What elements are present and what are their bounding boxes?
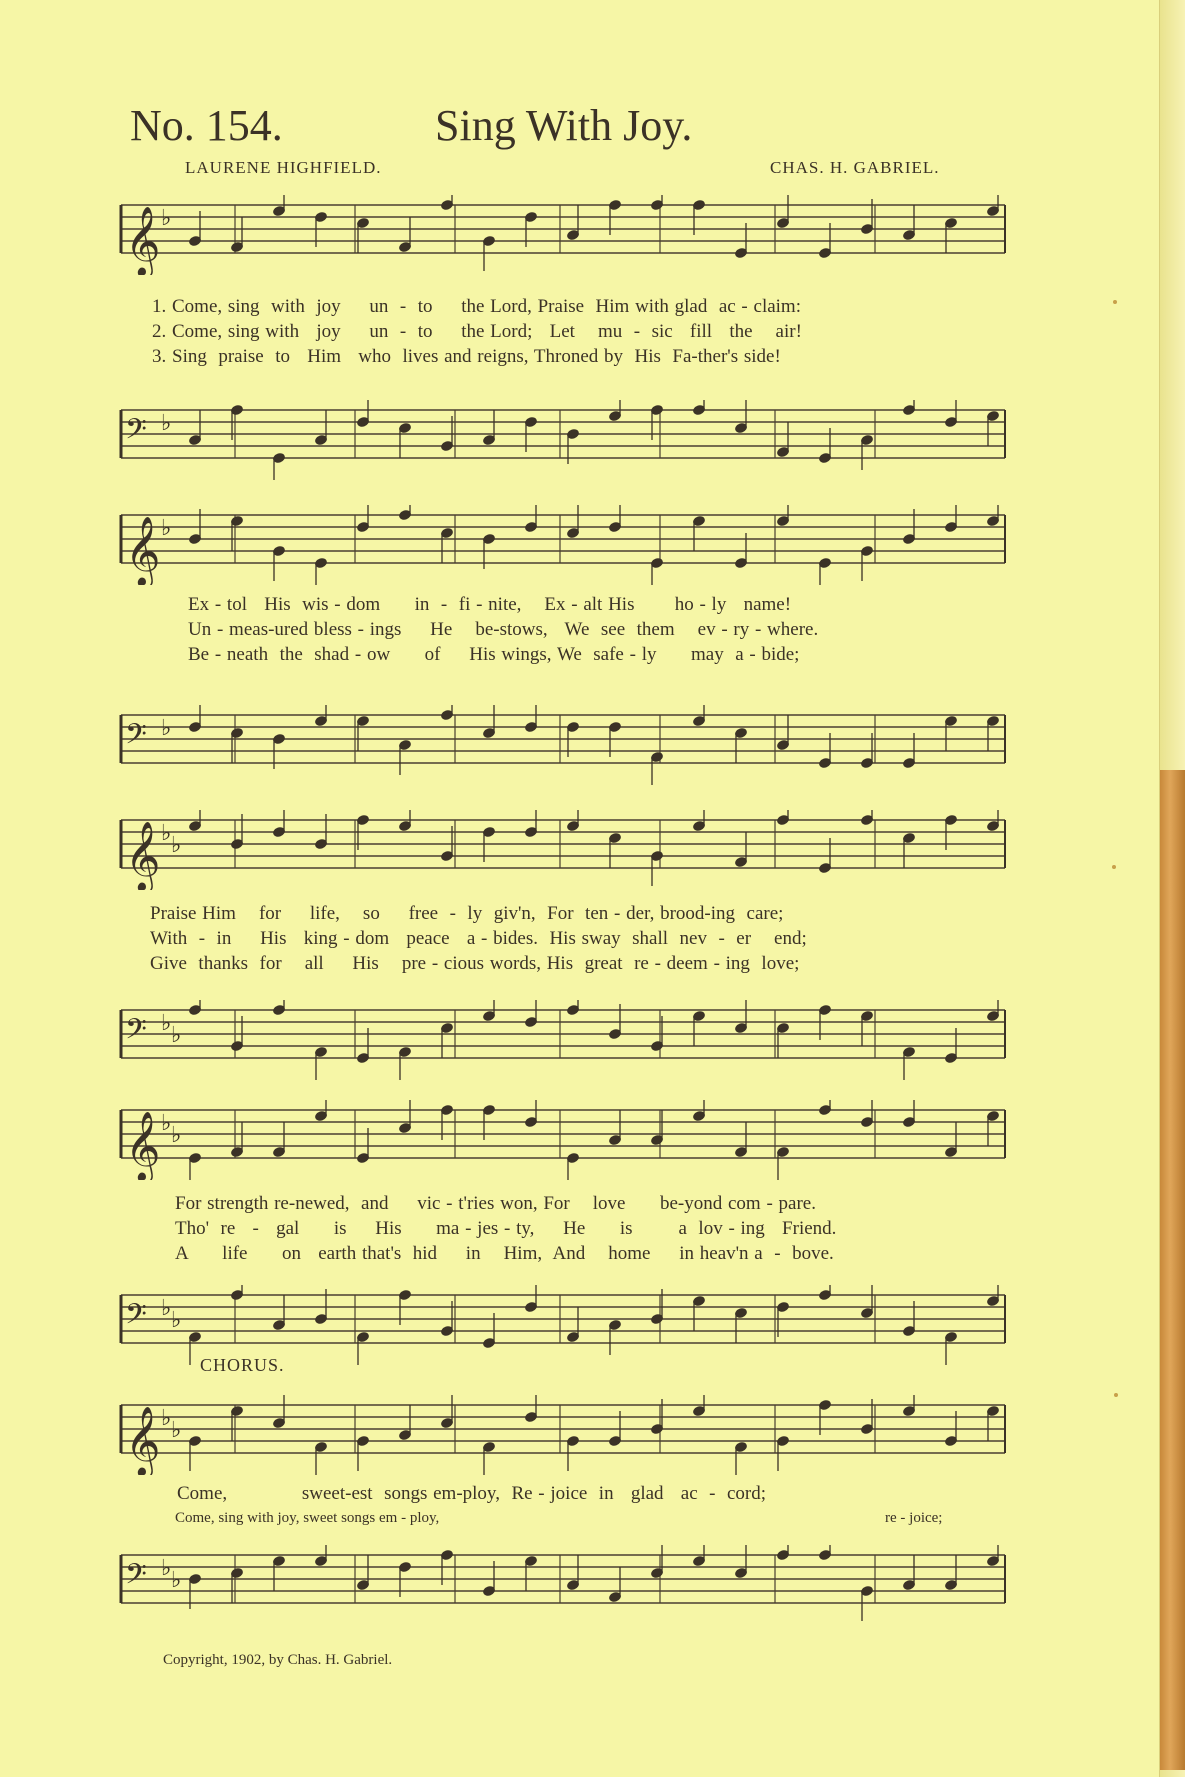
bass-staff-3 — [115, 1000, 1015, 1060]
verse-3-line-4: A life on earth that's hid in Him, And home in heav'n a - bove. — [175, 1243, 834, 1264]
treble-staff-lines — [115, 1395, 1015, 1475]
paper-speck — [1113, 300, 1117, 304]
bass-clef-icon: 𝄢 — [125, 718, 147, 758]
treble-clef-icon: 𝄞 — [125, 206, 161, 275]
verse-3-line-3: Give thanks for all His pre - cious words, His great re - deem - ing love; — [150, 953, 800, 974]
verse-1-line-2: Ex - tol His wis - dom in - fi - nite, Ex - alt His ho - ly name! — [188, 594, 792, 615]
treble-staff-3 — [115, 810, 1015, 890]
treble-staff-5 — [115, 1395, 1015, 1475]
flat-sign-icon: ♭ — [171, 1023, 182, 1048]
verse-2-line-4: Tho' re - gal is His ma - jes - ty, He is a lov - ing Friend. — [175, 1218, 837, 1239]
treble-staff-lines — [115, 505, 1015, 585]
flat-sign-icon: ♭ — [161, 1296, 172, 1321]
title-row — [130, 100, 1030, 160]
chorus-label: CHORUS. — [200, 1355, 285, 1375]
book-binding — [1160, 770, 1185, 1770]
treble-staff-2 — [115, 505, 1015, 585]
treble-clef-icon: 𝄞 — [125, 1406, 161, 1475]
flat-sign-icon: ♭ — [161, 206, 172, 231]
author-credit: LAURENE HIGHFIELD. — [185, 158, 382, 177]
treble-staff-lines — [115, 195, 1015, 275]
hymn-title: Sing With Joy. — [435, 101, 693, 150]
flat-sign-icon: ♭ — [161, 1111, 172, 1136]
flat-sign-icon: ♭ — [161, 716, 172, 741]
flat-sign-icon: ♭ — [171, 1308, 182, 1333]
verse-3-line-1: 3. Sing praise to Him who lives and reigns, Throned by His Fa-ther's side! — [152, 346, 781, 367]
treble-clef-icon: 𝄞 — [125, 1111, 161, 1180]
bass-staff-lines — [115, 1545, 1015, 1625]
verse-3-line-2: Be - neath the shad - ow of His wings, We safe - ly may a - bide; — [188, 644, 800, 665]
bass-clef-icon: 𝄢 — [125, 1298, 147, 1338]
flat-sign-icon: ♭ — [161, 516, 172, 541]
paper-speck — [1112, 865, 1116, 869]
paper-speck — [1114, 1393, 1118, 1397]
flat-sign-icon: ♭ — [171, 1568, 182, 1593]
flat-sign-icon: ♭ — [161, 821, 172, 846]
verse-1-line-3: Praise Him for life, so free - ly giv'n, For ten - der, brood-ing care; — [150, 903, 784, 924]
treble-staff-lines — [115, 810, 1015, 890]
flat-sign-icon: ♭ — [171, 1123, 182, 1148]
composer-credit: CHAS. H. GABRIEL. — [770, 158, 940, 177]
bass-staff-1 — [115, 400, 1015, 460]
flat-sign-icon: ♭ — [161, 1011, 172, 1036]
flat-sign-icon: ♭ — [171, 1418, 182, 1443]
verse-1-line-4: For strength re-newed, and vic - t'ries won, For love be-yond com - pare. — [175, 1193, 816, 1214]
bass-staff-lines — [115, 1000, 1015, 1080]
chorus-lyric-line: Come, sweet-est songs em-ploy, Re - joice in glad ac - cord; — [177, 1483, 767, 1504]
treble-staff-4 — [115, 1100, 1015, 1180]
bass-clef-icon: 𝄢 — [125, 1013, 147, 1053]
bass-staff-lines — [115, 705, 1015, 785]
treble-clef-icon: 𝄞 — [125, 516, 161, 585]
flat-sign-icon: ♭ — [161, 411, 172, 436]
verse-2-line-2: Un - meas-ured bless - ings He be-stows, We see them ev - ry - where. — [188, 619, 819, 640]
chorus-alto-lyric: Come, sing with joy, sweet songs em - ploy, — [175, 1510, 440, 1526]
treble-staff-lines — [115, 1100, 1015, 1180]
chorus-alto-lyric-end: re - joice; — [885, 1510, 943, 1526]
copyright-notice: Copyright, 1902, by Chas. H. Gabriel. — [163, 1652, 393, 1668]
verse-2-line-3: With - in His king - dom peace a - bides. His sway shall nev - er end; — [150, 928, 807, 949]
verse-2-line-1: 2. Come, sing with joy un - to the Lord; Let mu - sic fill the air! — [152, 321, 802, 342]
verse-1-line-1: 1. Come, sing with joy un - to the Lord, Praise Him with glad ac - claim: — [152, 296, 801, 317]
flat-sign-icon: ♭ — [161, 1406, 172, 1431]
bass-clef-icon: 𝄢 — [125, 413, 147, 453]
bass-staff-lines — [115, 1285, 1015, 1365]
bass-staff-lines — [115, 400, 1015, 480]
bass-clef-icon: 𝄢 — [125, 1558, 147, 1598]
bass-staff-4 — [115, 1285, 1015, 1345]
flat-sign-icon: ♭ — [171, 833, 182, 858]
bass-staff-5 — [115, 1545, 1015, 1605]
hymn-number: No. 154. — [130, 101, 283, 150]
bass-staff-2 — [115, 705, 1015, 765]
treble-clef-icon: 𝄞 — [125, 821, 161, 890]
flat-sign-icon: ♭ — [161, 1556, 172, 1581]
treble-staff-1 — [115, 195, 1015, 275]
